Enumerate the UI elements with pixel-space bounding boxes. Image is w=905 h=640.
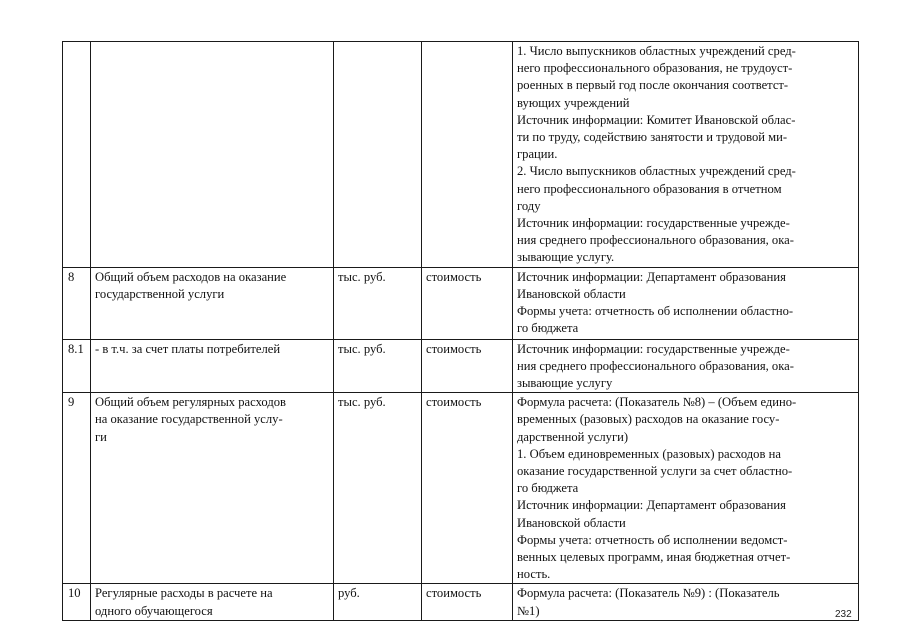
indicator-name-line: государственной услуги (95, 286, 225, 301)
page-number: 232 (835, 609, 852, 620)
description-line: году (517, 198, 541, 213)
indicator-name-line: Регулярные расходы в расчете на (95, 586, 273, 601)
row-number: 9 (68, 395, 75, 410)
indicator-name-cell (91, 42, 334, 268)
description-line: Источник информации: государственные учрежде- (517, 341, 790, 356)
unit-text: тыс. руб. (338, 269, 386, 284)
description-line: Ивановской области (517, 286, 626, 301)
indicator-name-line: одного обучающегося (95, 603, 213, 618)
description-line: временных (разовых) расходов на оказание госу- (517, 412, 780, 427)
description-line: него профессионального образования в отчетном (517, 181, 782, 196)
indicator-name-cell (91, 339, 334, 393)
row-number: 8 (68, 269, 75, 284)
unit-cell (334, 42, 422, 268)
indicator-type-text: стоимость (426, 341, 482, 356)
description-line: зывающие услугу (517, 376, 613, 391)
indicator-name-line: Общий объем расходов на оказание (95, 269, 287, 284)
unit-text: руб. (338, 586, 360, 601)
description-line: него профессионального образования, не трудоуст- (517, 61, 793, 76)
description-line: го бюджета (517, 321, 579, 336)
unit-text: тыс. руб. (338, 395, 386, 410)
indicator-name-cell (91, 393, 334, 584)
description-line: Источник информации: Департамент образования (517, 269, 786, 284)
calculation-source-cell (513, 339, 859, 393)
description-line: дарственной услуги) (517, 429, 629, 444)
indicator-name-line: ги (95, 429, 107, 444)
description-line: вующих учреждений (517, 95, 630, 110)
indicator-type-text: стоимость (426, 586, 482, 601)
description-line: Формы учета: отчетность об исполнении ведомст- (517, 532, 788, 547)
table-row (63, 339, 859, 393)
description-line: ния среднего профессионального образования, ока- (517, 358, 794, 373)
row-number-cell (63, 267, 91, 339)
description-line: ность. (517, 567, 551, 582)
description-line: оказание государственной услуги за счет областно- (517, 464, 793, 479)
indicator-type-cell (422, 584, 513, 620)
unit-cell (334, 393, 422, 584)
table-row (63, 393, 859, 584)
row-number: 8.1 (68, 341, 84, 356)
calculation-source-cell (513, 267, 859, 339)
description-line: ти по труду, содействию занятости и трудовой ми- (517, 130, 788, 145)
description-line: грации. (517, 147, 558, 162)
indicator-name-line: - в т.ч. за счет платы потребителей (95, 341, 281, 356)
row-number-cell (63, 339, 91, 393)
unit-cell (334, 584, 422, 620)
description-line: Источник информации: государственные учрежде- (517, 216, 790, 231)
table-row (63, 267, 859, 339)
description-line: 1. Объем единовременных (разовых) расходов на (517, 446, 781, 461)
description-line: зывающие услугу. (517, 250, 615, 265)
description-line: 2. Число выпускников областных учреждений сред- (517, 164, 796, 179)
indicator-name-cell (91, 267, 334, 339)
description-line: роенных в первый год после окончания соответст- (517, 78, 789, 93)
indicator-type-text: стоимость (426, 395, 482, 410)
description-line: го бюджета (517, 481, 579, 496)
row-number: 10 (68, 586, 81, 601)
row-number-cell (63, 42, 91, 268)
calculation-source-cell (513, 393, 859, 584)
description-line: 1. Число выпускников областных учреждений сред- (517, 44, 796, 58)
table-row (63, 584, 859, 620)
description-line: №1) (517, 603, 540, 618)
calculation-source-cell (513, 42, 859, 268)
indicator-name-line: Общий объем регулярных расходов (95, 395, 286, 410)
row-number-cell (63, 393, 91, 584)
unit-cell (334, 339, 422, 393)
table-row (63, 42, 859, 268)
indicator-type-cell (422, 393, 513, 584)
description-line: Источник информации: Комитет Ивановской облас- (517, 112, 796, 127)
unit-text: тыс. руб. (338, 341, 386, 356)
indicator-type-cell (422, 339, 513, 393)
description-line: Ивановской области (517, 515, 626, 530)
indicator-type-cell (422, 267, 513, 339)
indicator-name-cell (91, 584, 334, 620)
indicator-type-text: стоимость (426, 269, 482, 284)
description-line: венных целевых программ, иная бюджетная отчет- (517, 550, 791, 565)
indicator-name-line: на оказание государственной услу- (95, 412, 283, 427)
description-line: Формы учета: отчетность об исполнении областно- (517, 304, 794, 319)
calculation-source-cell (513, 584, 859, 620)
description-line: Источник информации: Департамент образования (517, 498, 786, 513)
indicator-table (62, 41, 859, 621)
unit-cell (334, 267, 422, 339)
row-number-cell (63, 584, 91, 620)
description-line: Формула расчета: (Показатель №8) – (Объем едино- (517, 395, 797, 410)
indicator-type-cell (422, 42, 513, 268)
description-line: Формула расчета: (Показатель №9) : (Показатель (517, 586, 780, 601)
description-line: ния среднего профессионального образования, ока- (517, 233, 794, 248)
